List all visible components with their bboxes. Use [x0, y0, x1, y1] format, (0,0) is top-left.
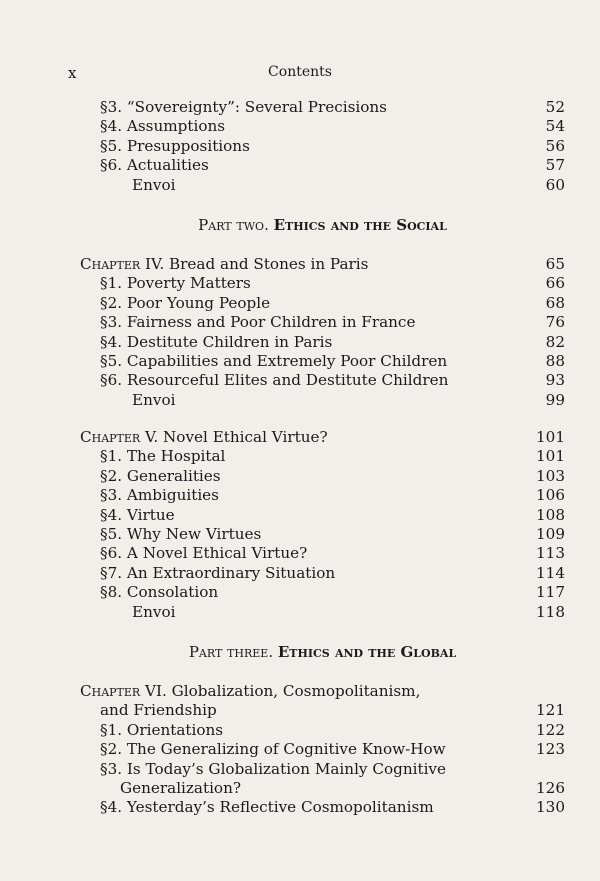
toc-entry-page: 106 — [536, 486, 565, 505]
chapter-label: Chapter V. — [80, 428, 159, 447]
toc-entry-page: 76 — [545, 313, 565, 332]
toc-entry-page: 101 — [536, 447, 565, 466]
toc-entry — [80, 333, 565, 352]
toc-entry-page: 103 — [536, 466, 565, 485]
toc-entry-page: 57 — [545, 156, 565, 175]
toc-entry-label: §3. Is Today’s Globalization Mainly Cognitive — [100, 759, 446, 778]
toc-entry-label: §2. The Generalizing of Cognitive Know-How — [100, 740, 446, 759]
chapter-title: Globalization, Cosmopolitanism, — [171, 681, 421, 700]
toc-entry-page: 60 — [545, 175, 565, 194]
toc-entry-page: 88 — [545, 351, 565, 370]
toc-entry-label: §1. The Hospital — [100, 447, 226, 466]
toc-entry-label: §4. Assumptions — [100, 117, 226, 136]
chapter-page: 101 — [536, 428, 565, 447]
chapter-title: Novel Ethical Virtue? — [163, 428, 328, 447]
toc-entry — [80, 506, 565, 525]
part-title: Ethics and the Global — [277, 642, 457, 661]
page-folio: x — [68, 64, 77, 82]
toc-entry-label: §3. Fairness and Poor Children in France — [100, 313, 416, 332]
toc-entry — [80, 313, 565, 332]
toc-entry — [80, 779, 565, 798]
toc-entry-page: 117 — [536, 583, 565, 602]
toc-entry — [80, 176, 565, 195]
toc-entry-label: §5. Capabilities and Extremely Poor Children — [100, 351, 448, 370]
toc-entry-label: §6. Resourceful Elites and Destitute Children — [100, 371, 449, 390]
toc-entry — [80, 156, 565, 175]
toc-entry-label: §4. Virtue — [100, 505, 175, 524]
chapter-title-continuation — [80, 701, 565, 720]
toc-entry-label: §3. Ambiguities — [100, 486, 219, 505]
toc-entry — [80, 274, 565, 293]
toc-entry-page: 52 — [545, 98, 565, 116]
toc-entry-label: Envoi — [132, 390, 176, 409]
toc-entry-page: 123 — [536, 740, 565, 759]
toc-entry-label: §2. Generalities — [100, 466, 221, 485]
toc-entry-label: §5. Why New Virtues — [100, 525, 262, 544]
toc-entry — [80, 544, 565, 563]
toc-entry — [80, 760, 565, 779]
running-head — [68, 64, 532, 84]
toc-entry-page: 118 — [536, 602, 565, 621]
toc-entry-page: 113 — [536, 544, 565, 563]
toc-entry-page: 109 — [536, 525, 565, 544]
toc-entry-label: §1. Orientations — [100, 720, 224, 739]
toc-entry-label: §4. Yesterday’s Reflective Cosmopolitanism — [100, 798, 434, 817]
toc-entry-label: §4. Destitute Children in Paris — [100, 332, 333, 351]
toc-entry-page: 68 — [545, 293, 565, 312]
part-heading — [80, 642, 565, 662]
chapter-entry — [80, 682, 565, 701]
table-of-contents — [80, 98, 565, 818]
toc-entry — [80, 583, 565, 602]
toc-entry-page: 82 — [545, 332, 565, 351]
toc-entry-page: 56 — [545, 136, 565, 155]
toc-entry-page: 54 — [545, 117, 565, 136]
part-heading — [80, 215, 565, 235]
toc-entry — [80, 352, 565, 371]
toc-entry — [80, 117, 565, 136]
toc-entry-label: §8. Consolation — [100, 583, 219, 602]
toc-entry — [80, 467, 565, 486]
chapter-title: and Friendship — [100, 701, 217, 720]
toc-entry — [80, 391, 565, 410]
part-prefix: Part three. — [188, 642, 274, 661]
chapter-page: 65 — [545, 254, 565, 273]
toc-entry-page: 126 — [536, 778, 565, 797]
toc-entry-label: Generalization? — [120, 778, 242, 797]
toc-entry-label: Envoi — [132, 602, 176, 621]
toc-entry — [80, 294, 565, 313]
toc-entry-label: §3. “Sovereignty”: Several Precisions — [100, 98, 387, 116]
toc-entry — [80, 525, 565, 544]
toc-entry — [80, 137, 565, 156]
spacer — [80, 410, 565, 428]
part-prefix: Part two. — [198, 215, 269, 234]
part-title: Ethics and the Social — [273, 215, 447, 234]
chapter-entry — [80, 255, 565, 274]
toc-entry-page: 122 — [536, 720, 565, 739]
toc-entry — [80, 564, 565, 583]
toc-entry-label: §7. An Extraordinary Situation — [100, 563, 336, 582]
toc-entry-label: §5. Presuppositions — [100, 136, 250, 155]
toc-entry-page: 108 — [536, 505, 565, 524]
toc-entry-label: §6. Actualities — [100, 156, 209, 175]
toc-entry — [80, 740, 565, 759]
chapter-label: Chapter VI. — [80, 681, 167, 700]
toc-entry — [80, 721, 565, 740]
running-head-title: Contents — [268, 64, 332, 80]
toc-entry — [80, 798, 565, 817]
toc-entry-label: §6. A Novel Ethical Virtue? — [100, 544, 308, 563]
toc-entry-page: 99 — [545, 390, 565, 409]
toc-entry-page: 130 — [536, 798, 565, 817]
toc-entry-page: 93 — [545, 371, 565, 390]
toc-entry — [80, 98, 565, 117]
toc-entry-label: §2. Poor Young People — [100, 293, 271, 312]
chapter-title: Bread and Stones in Paris — [169, 254, 369, 273]
toc-entry — [80, 603, 565, 622]
toc-entry-page: 66 — [545, 274, 565, 293]
chapter-entry — [80, 428, 565, 447]
chapter-page: 121 — [536, 701, 565, 720]
toc-entry — [80, 486, 565, 505]
toc-entry-label: §1. Poverty Matters — [100, 274, 251, 293]
toc-entry — [80, 447, 565, 466]
toc-entry-page: 114 — [536, 563, 565, 582]
toc-entry — [80, 371, 565, 390]
chapter-label: Chapter IV. — [80, 254, 165, 273]
toc-entry-label: Envoi — [132, 175, 176, 194]
